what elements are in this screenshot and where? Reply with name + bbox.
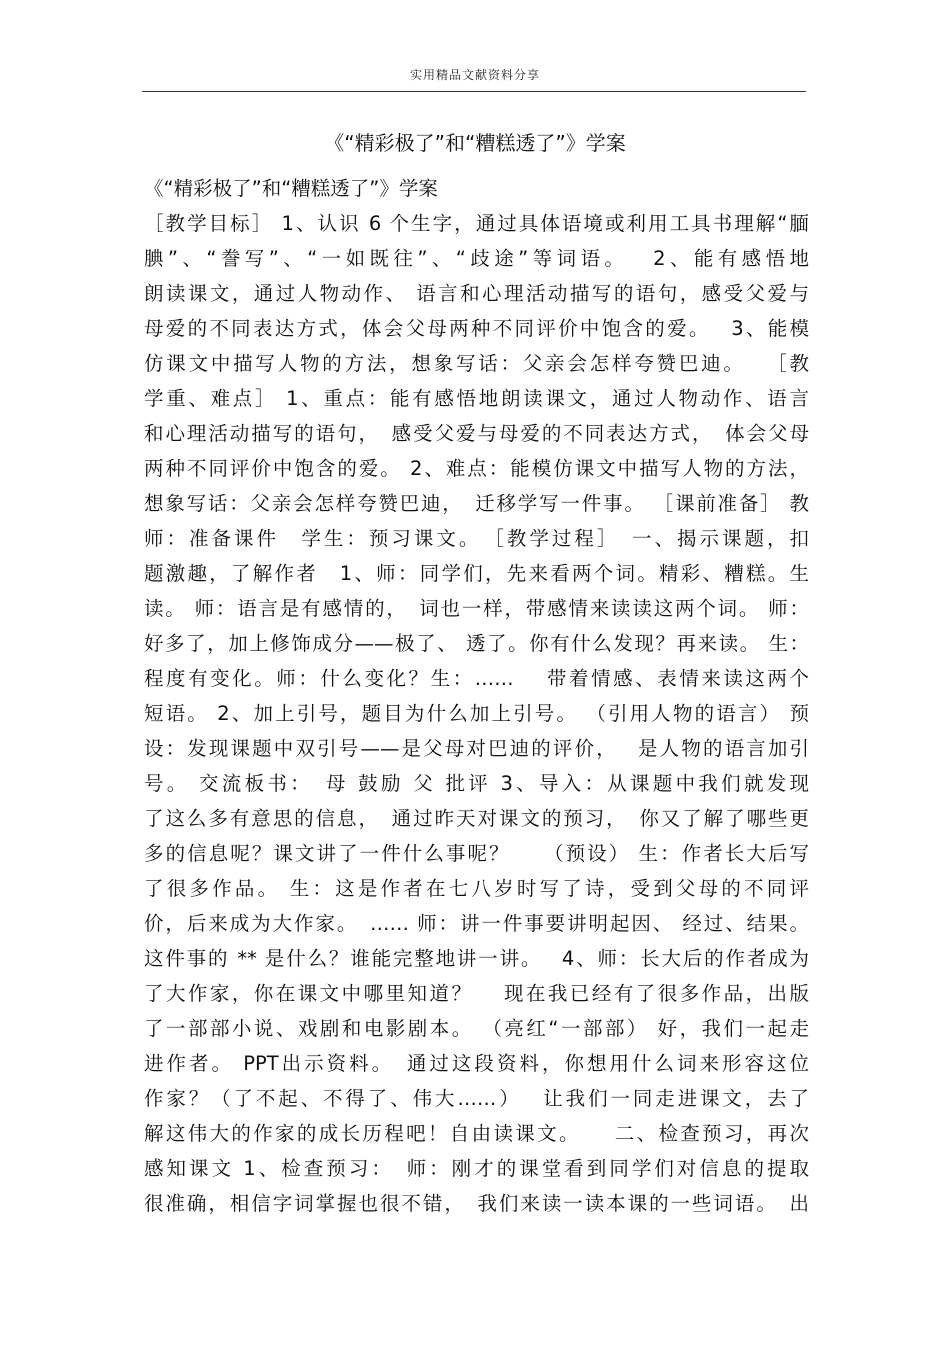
document-body — [144, 171, 809, 1221]
body-text-line: 腆”、“誊写”、“一如既往”、“歧途”等词语。 2、能有感悟地 — [144, 247, 809, 270]
body-text-line: 设：发现课题中双引号——是父母对巴迪的评价， 是人物的语言加引 — [144, 737, 809, 760]
body-text-line: 和心理活动描写的语句， 感受父爱与母爱的不同表达方式， 体会父母 — [144, 422, 809, 445]
body-text-line: 了大作家，你在课文中哪里知道？ 现在我已经有了很多作品，出版 — [144, 982, 809, 1005]
body-text-line: 好多了，加上修饰成分——极了、 透了。你有什么发现？再来读。 生： — [144, 632, 809, 655]
body-text-line: 很准确，相信字词掌握也很不错， 我们来读一读本课的一些词语。 出 — [144, 1192, 809, 1215]
body-text-line: 解这伟大的作家的成长历程吧！自由读课文。 二、检查预习，再次 — [144, 1122, 809, 1145]
body-text-line: 进作者。 PPT出示资料。 通过这段资料，你想用什么词来形容这位 — [144, 1052, 809, 1075]
body-text-line: 号。 交流板书： 母 鼓励 父 批评 3、导入：从课题中我们就发现 — [144, 772, 809, 795]
page-header: 实用精品文献资料分享 — [409, 68, 540, 82]
body-text-line: 仿课文中描写人物的方法，想象写话：父亲会怎样夸赞巴迪。 ［教 — [144, 352, 809, 375]
body-text-line: 朗读课文，通过人物动作、 语言和心理活动描写的语句，感受父爱与 — [144, 282, 809, 305]
body-text-line: 作家？（了不起、不得了、伟大……） 让我们一同走进课文，去了 — [144, 1087, 809, 1110]
body-text-line: 两种不同评价中饱含的爱。 2、难点：能模仿课文中描写人物的方法， — [144, 457, 809, 480]
body-text-line: 想象写话：父亲会怎样夸赞巴迪， 迁移学写一件事。 ［课前准备］ 教 — [144, 492, 809, 515]
body-text-line: 程度有变化。师：什么变化？生：…… 带着情感、表情来读这两个 — [144, 667, 809, 690]
body-text-line: 多的信息呢？课文讲了一件什么事呢？ （预设） 生：作者长大后写 — [144, 842, 809, 865]
body-text-line: 读。 师：语言是有感情的， 词也一样，带感情来读读这两个词。 师： — [144, 597, 809, 620]
body-text-line: 题激趣，了解作者 1、师：同学们，先来看两个词。精彩、糟糕。生 — [144, 562, 809, 585]
body-text-line: 这件事的 ** 是什么？谁能完整地讲一讲。 4、师：长大后的作者成为 — [144, 947, 809, 970]
body-text-line: 师：准备课件 学生：预习课文。 ［教学过程］ 一、揭示课题，扣 — [144, 527, 809, 550]
body-text-line: 母爱的不同表达方式，体会父母两种不同评价中饱含的爱。 3、能模 — [144, 317, 809, 340]
body-text-line: 价，后来成为大作家。 …… 师：讲一件事要讲明起因、 经过、结果。 — [144, 912, 809, 935]
body-text-line: 《“精彩极了”和“糟糕透了”》学案 — [144, 177, 438, 200]
body-text-line: 感知课文 1、检查预习： 师：刚才的课堂看到同学们对信息的提取 — [144, 1157, 809, 1180]
body-text-line: 学重、难点］ 1、重点：能有感悟地朗读课文，通过人物动作、语言 — [144, 387, 809, 410]
header-divider — [142, 91, 806, 92]
body-text-line: ［教学目标］ 1、认识 6 个生字，通过具体语境或利用工具书理解“腼 — [144, 212, 809, 235]
body-text-line: 短语。 2、加上引号，题目为什么加上引号。 （引用人物的语言） 预 — [144, 702, 809, 725]
body-text-line: 了一部部小说、戏剧和电影剧本。 （亮红“一部部） 好，我们一起走 — [144, 1017, 809, 1040]
body-text-line: 了很多作品。 生：这是作者在七八岁时写了诗，受到父母的不同评 — [144, 877, 809, 900]
body-text-line: 了这么多有意思的信息， 通过昨天对课文的预习， 你又了解了哪些更 — [144, 807, 809, 830]
document-title: 《“精彩极了”和“糟糕透了”》学案 — [324, 131, 626, 155]
